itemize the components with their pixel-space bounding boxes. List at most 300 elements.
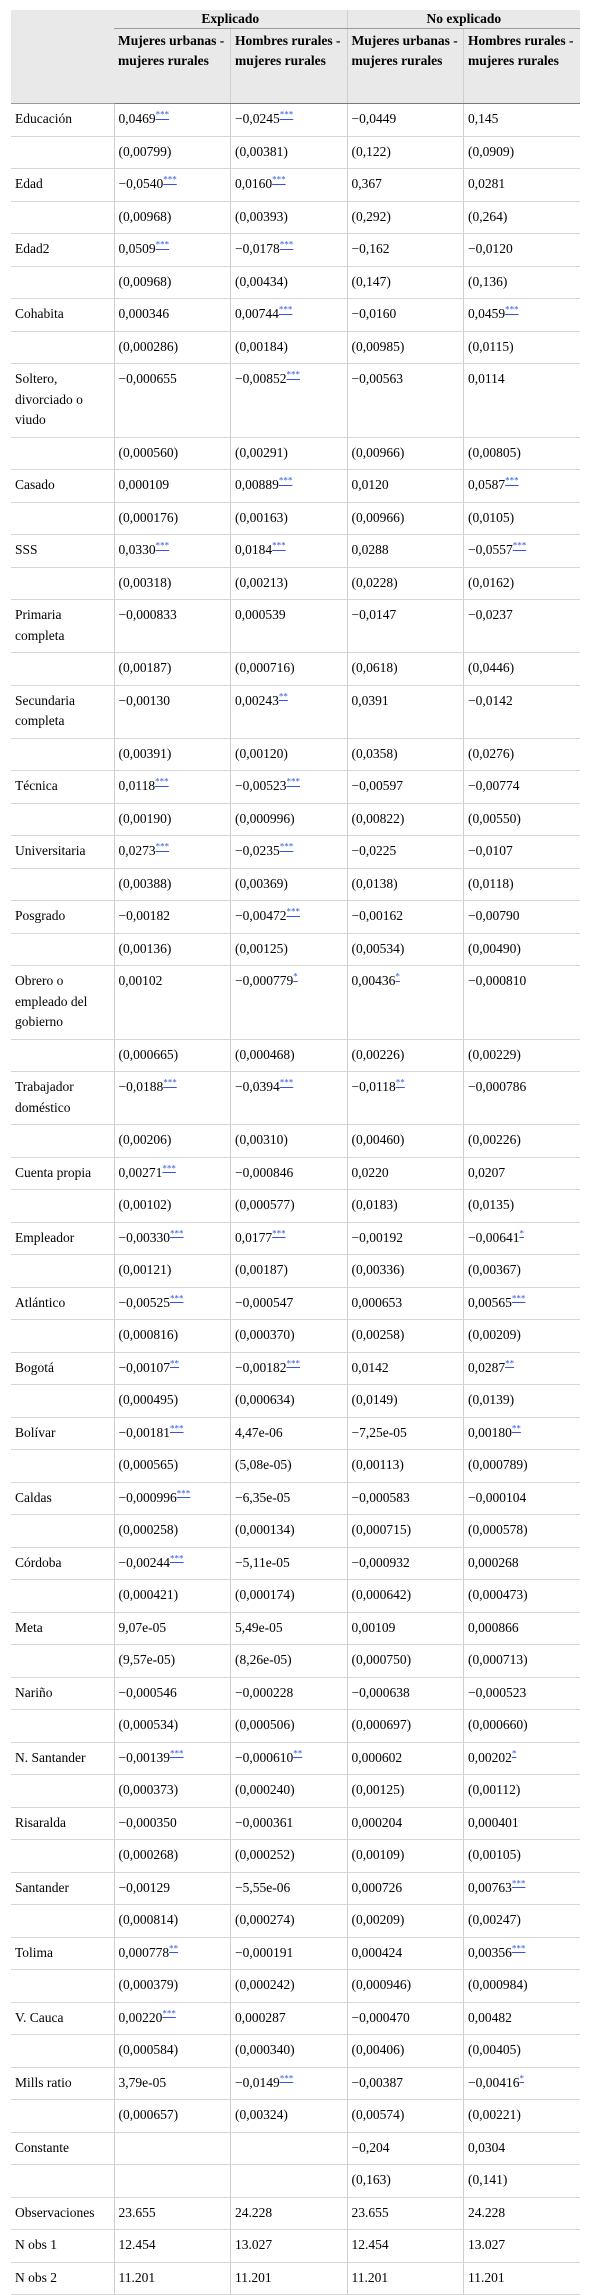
coefficient-row [11,1742,580,1775]
value-cell [347,266,464,299]
cell-value: (0,00550) [468,810,521,826]
significance-stars-link[interactable]: ** [511,1423,521,1433]
value-cell [347,1645,464,1678]
value-cell [464,653,581,686]
significance-stars-link[interactable]: ** [293,1748,303,1758]
value-cell [231,1287,348,1320]
value-cell [231,437,348,470]
value-cell [464,685,581,738]
significance-stars-link[interactable]: *** [170,1228,184,1238]
cell-value: −0,000655 [118,371,177,386]
value-cell [114,437,231,470]
value-cell [347,2230,464,2263]
std-error-row [11,1515,580,1548]
row-label [11,2165,114,2198]
cell-value: (0,000697) [351,1717,412,1732]
cell-value: −0,00244 [118,1554,170,1570]
row-label [11,1125,114,1158]
cell-value: (0,000715) [351,1522,412,1537]
value-cell [347,1807,464,1840]
value-cell [347,1872,464,1905]
std-error-row [11,1125,580,1158]
value-cell [347,535,464,568]
std-error-row [11,1039,580,1072]
cell-value: 23.655 [351,2204,389,2220]
significance-stars-link[interactable]: * [511,1748,517,1758]
value-cell [464,1287,581,1320]
significance-stars-link[interactable]: ** [170,1358,179,1368]
coefficient-row [11,1547,580,1580]
coefficient-row [11,1157,580,1190]
value-cell [114,331,231,364]
value-cell [347,1417,464,1450]
coefficient-row [11,2262,580,2295]
group-header-explicado: Explicado [114,10,347,29]
row-label [11,738,114,771]
cell-value: −0,00162 [351,908,404,923]
std-error-row [11,567,580,600]
value-cell [347,1222,464,1255]
cell-value: 0,000287 [235,2009,286,2025]
cell-value: (0,0162) [468,574,515,590]
value-cell [464,1937,581,1970]
value-cell [114,1072,231,1125]
value-cell [231,1710,348,1743]
significance-stars-link[interactable]: *** [170,1423,184,1433]
cell-value: (0,0183) [351,1197,398,1212]
value-cell [114,234,231,267]
cell-value: (0,00336) [351,1262,405,1277]
cell-value: (0,00213) [235,574,288,590]
value-cell [231,1039,348,1072]
value-cell [114,1742,231,1775]
significance-stars-link[interactable]: *** [155,776,169,787]
cell-value: 0,0288 [351,542,389,557]
value-cell [114,2035,231,2068]
value-cell [347,201,464,234]
std-error-row [11,201,580,234]
value-cell [464,1970,581,2003]
significance-stars-link[interactable]: *** [272,174,286,185]
value-cell [114,1905,231,1938]
cell-value: 0,00220 [118,2009,163,2025]
value-cell [231,1450,348,1483]
row-label [11,331,114,364]
row-label: Soltero, divorciado o viudo [11,364,114,438]
row-label: Tolima [11,1937,114,1970]
significance-stars-link[interactable]: *** [278,304,293,315]
value-cell [464,803,581,836]
cell-value: 0,00436 [351,973,396,988]
significance-stars-link[interactable]: * [395,971,400,982]
value-cell [114,1039,231,1072]
value-cell [231,1937,348,1970]
cell-value: −0,0245 [235,111,280,126]
cell-value: 0,0120 [351,477,389,492]
row-label [11,437,114,470]
cell-value: (0,00369) [235,875,288,891]
cell-value: (0,00247) [468,1912,521,1927]
cell-value: 0,000109 [118,477,170,492]
cell-value: 0,00271 [118,1164,163,1180]
row-label: Mills ratio [11,2067,114,2100]
cell-value: −0,0147 [351,607,397,622]
value-cell [231,1840,348,1873]
cell-value: (0,00109) [351,1847,405,1862]
value-cell [114,266,231,299]
std-error-row [11,2035,580,2068]
value-cell [347,1840,464,1873]
significance-stars-link[interactable]: *** [176,1488,191,1498]
coefficient-row [11,1287,580,1320]
value-cell [464,1515,581,1548]
cell-value: (0,000176) [118,509,179,525]
value-cell [114,2100,231,2133]
value-cell [114,1807,231,1840]
value-cell [464,2002,581,2035]
cell-value: (0,00367) [468,1262,521,1277]
value-cell [114,803,231,836]
value-cell [231,933,348,966]
cell-value: (0,000468) [235,1046,295,1062]
coefficient-row [11,364,580,438]
cell-value: 0,0114 [468,371,505,386]
cell-value: −0,204 [351,2139,390,2155]
value-cell [114,1710,231,1743]
value-cell [347,1039,464,1072]
value-cell [114,2002,231,2035]
significance-stars-link[interactable]: *** [279,109,294,120]
significance-stars-link[interactable]: *** [511,1878,526,1888]
cell-value: (0,0228) [351,574,398,590]
cell-value: (0,122) [351,143,391,159]
significance-stars-link[interactable]: *** [286,369,300,380]
significance-stars-link[interactable]: *** [170,1553,184,1563]
value-cell [464,234,581,267]
significance-stars-link[interactable]: *** [272,1228,286,1238]
significance-stars-link[interactable]: ** [278,691,288,701]
cell-value: 0,0281 [468,176,506,191]
value-cell [347,1482,464,1515]
cell-value: (0,0276) [468,745,515,761]
value-cell [464,1450,581,1483]
value-cell [464,331,581,364]
cell-value: −0,00129 [118,1879,170,1895]
row-label: Bolívar [11,1417,114,1450]
value-cell [231,201,348,234]
cell-value: −0,0160 [351,306,397,321]
cell-value: (0,000584) [118,2042,179,2057]
value-cell [464,1482,581,1515]
cell-value: 0,000424 [351,1944,403,1960]
value-cell [347,1547,464,1580]
significance-stars-link[interactable]: *** [278,475,293,486]
cell-value: −0,00139 [118,1749,170,1765]
value-cell [464,2262,581,2295]
coefficient-row [11,1612,580,1645]
column-header: Hombres rurales - mujeres rurales [231,29,348,104]
value-cell [114,1547,231,1580]
row-label [11,201,114,234]
value-cell [347,104,464,137]
value-cell [347,771,464,804]
row-label: Nariño [11,1677,114,1710]
value-cell [114,1775,231,1808]
value-cell [231,1157,348,1190]
value-cell [231,1645,348,1678]
significance-stars-link[interactable]: *** [162,1163,176,1173]
value-cell [464,2100,581,2133]
significance-stars-link[interactable]: * [519,1228,525,1238]
significance-stars-link[interactable]: *** [286,1358,300,1368]
value-cell [114,364,231,438]
cell-value: −0,00181 [118,1424,170,1440]
significance-stars-link[interactable]: *** [163,174,177,185]
value-cell [347,234,464,267]
significance-stars-link[interactable]: *** [279,1077,294,1088]
significance-stars-link[interactable]: *** [155,109,170,120]
coefficient-row [11,1222,580,1255]
cell-value: 0,0287 [468,1359,506,1375]
value-cell [347,685,464,738]
significance-stars-link[interactable]: * [293,971,298,982]
value-cell [347,2262,464,2295]
cell-value: (0,00966) [351,509,405,525]
cell-value: 24.228 [468,2204,506,2220]
value-cell [347,1190,464,1223]
cell-value: (0,0115) [468,338,514,354]
value-cell [231,1905,348,1938]
cell-value: 5,49e-05 [235,1619,283,1635]
significance-stars-link[interactable]: *** [279,841,294,852]
significance-stars-link[interactable]: *** [170,1748,184,1758]
value-cell [347,1775,464,1808]
value-cell [231,2197,348,2230]
value-cell [464,2197,581,2230]
value-cell [114,685,231,738]
cell-value: −0,0237 [468,607,513,622]
value-cell [114,169,231,202]
std-error-row [11,1970,580,2003]
significance-stars-link[interactable]: * [519,2073,525,2083]
std-error-row [11,2165,580,2198]
value-cell [464,1645,581,1678]
value-cell [464,1905,581,1938]
significance-stars-link[interactable]: *** [505,475,519,486]
value-cell [464,364,581,438]
decomposition-table [11,10,580,2295]
std-error-row [11,266,580,299]
cell-value: (0,000268) [118,1847,179,1862]
coefficient-row [11,1872,580,1905]
std-error-row [11,502,580,535]
std-error-row [11,803,580,836]
significance-stars-link[interactable]: ** [395,1077,405,1088]
value-cell [347,331,464,364]
row-label [11,2035,114,2068]
value-cell [231,1677,348,1710]
row-label [11,2100,114,2133]
cell-value: −0,00107 [118,1359,170,1375]
corner-header-cell [11,10,114,104]
value-cell [231,1222,348,1255]
cell-value: −5,11e-05 [235,1554,290,1570]
row-label [11,136,114,169]
value-cell [464,266,581,299]
row-label [11,653,114,686]
cell-value: (0,00125) [351,1782,405,1797]
significance-stars-link[interactable]: *** [286,776,300,787]
significance-stars-link[interactable]: *** [279,239,294,250]
cell-value: (0,00490) [468,940,521,956]
significance-stars-link[interactable]: *** [512,540,527,551]
cell-value: −0,000547 [235,1294,294,1310]
value-cell [231,331,348,364]
value-cell [347,1937,464,1970]
cell-value: −0,0235 [235,843,280,858]
cell-value: (0,000716) [235,660,295,675]
cell-value: (0,0149) [351,1392,398,1407]
coefficient-row [11,1482,580,1515]
cell-value: 0,0207 [468,1164,506,1180]
significance-stars-link[interactable]: *** [162,2008,176,2018]
cell-value: (0,00105) [468,1847,521,1862]
std-error-row [11,1580,580,1613]
cell-value: (5,08e-05) [235,1457,292,1472]
row-label: Atlántico [11,1287,114,1320]
cell-value: (0,0618) [351,660,398,675]
coefficient-row [11,1072,580,1125]
value-cell [231,169,348,202]
row-label: Caldas [11,1482,114,1515]
row-label: Edad [11,169,114,202]
regression-table-container [11,10,580,2295]
cell-value: −0,000191 [235,1944,294,1960]
significance-stars-link[interactable]: *** [286,906,300,917]
cell-value: (0,00221) [468,2107,521,2122]
significance-stars-link[interactable]: *** [155,540,170,551]
cell-value: (0,000565) [118,1457,179,1472]
cell-value: 24.228 [235,2204,273,2220]
row-label: Santander [11,1872,114,1905]
std-error-row [11,1775,580,1808]
row-label [11,1775,114,1808]
cell-value: 0,0160 [235,176,273,191]
row-label: Trabajador doméstico [11,1072,114,1125]
value-cell [347,1320,464,1353]
cell-value: −0,0540 [118,176,164,191]
row-label [11,502,114,535]
cell-value: 0,000726 [351,1879,403,1895]
significance-stars-link[interactable]: *** [163,1077,177,1088]
value-cell [347,1125,464,1158]
cell-value: 0,000866 [468,1619,519,1635]
coefficient-row [11,104,580,137]
std-error-row [11,1190,580,1223]
coefficient-row [11,299,580,332]
cell-value: (0,0446) [468,660,515,675]
significance-stars-link[interactable]: *** [505,304,519,315]
cell-value: −6,35e-05 [235,1489,291,1505]
cell-value: (0,00163) [235,509,288,525]
value-cell [231,1970,348,2003]
value-cell [114,1320,231,1353]
value-cell [114,2132,231,2165]
cell-value: (0,000946) [351,1977,412,1992]
significance-stars-link[interactable]: *** [155,239,170,250]
significance-stars-link[interactable]: ** [505,1358,515,1368]
value-cell [347,803,464,836]
cell-value: (0,163) [351,2172,391,2187]
row-label: Cohabita [11,299,114,332]
std-error-row [11,868,580,901]
std-error-row [11,738,580,771]
value-cell [347,299,464,332]
cell-value: (0,000657) [118,2107,179,2122]
cell-value: 3,79e-05 [118,2074,167,2090]
significance-stars-link[interactable]: *** [279,2073,294,2083]
value-cell [347,1710,464,1743]
value-cell [231,2132,348,2165]
value-cell [464,1255,581,1288]
cell-value: (0,000134) [235,1522,295,1537]
coefficient-row [11,1352,580,1385]
coefficient-row [11,1677,580,1710]
value-cell [347,1287,464,1320]
value-cell [464,1352,581,1385]
value-cell [464,901,581,934]
value-cell [231,836,348,869]
std-error-row [11,1710,580,1743]
cell-value: 0,0587 [468,477,506,492]
value-cell [464,1612,581,1645]
cell-value: (0,0358) [351,745,398,761]
cell-value: 0,0304 [468,2139,506,2155]
cell-value: −0,000546 [118,1684,177,1700]
cell-value: −0,0178 [235,241,280,256]
value-cell [114,1125,231,1158]
value-cell [231,502,348,535]
significance-stars-link[interactable]: *** [170,1293,184,1303]
value-cell [347,1255,464,1288]
value-cell [114,1287,231,1320]
row-label [11,1515,114,1548]
coefficient-row [11,1937,580,1970]
value-cell [114,1937,231,1970]
cell-value: (0,000240) [235,1782,295,1797]
cell-value: (0,00391) [118,745,172,761]
cell-value: −0,000810 [468,973,527,988]
row-label [11,933,114,966]
value-cell [231,2165,348,2198]
cell-value: (0,00822) [351,810,405,826]
value-cell [347,2197,464,2230]
coefficient-row [11,470,580,503]
cell-value: (0,00209) [468,1327,521,1342]
cell-value: −0,00597 [351,778,404,793]
cell-value: 0,0142 [351,1359,389,1375]
std-error-row [11,1450,580,1483]
significance-stars-link[interactable]: *** [155,841,170,852]
cell-value: (0,00799) [118,143,172,159]
significance-stars-link[interactable]: *** [511,1943,526,1953]
cell-value: (0,000242) [235,1977,295,1992]
std-error-row [11,2100,580,2133]
value-cell [114,2165,231,2198]
significance-stars-link[interactable]: *** [511,1293,526,1303]
significance-stars-link[interactable]: *** [272,540,286,551]
significance-stars-link[interactable]: ** [169,1943,179,1953]
